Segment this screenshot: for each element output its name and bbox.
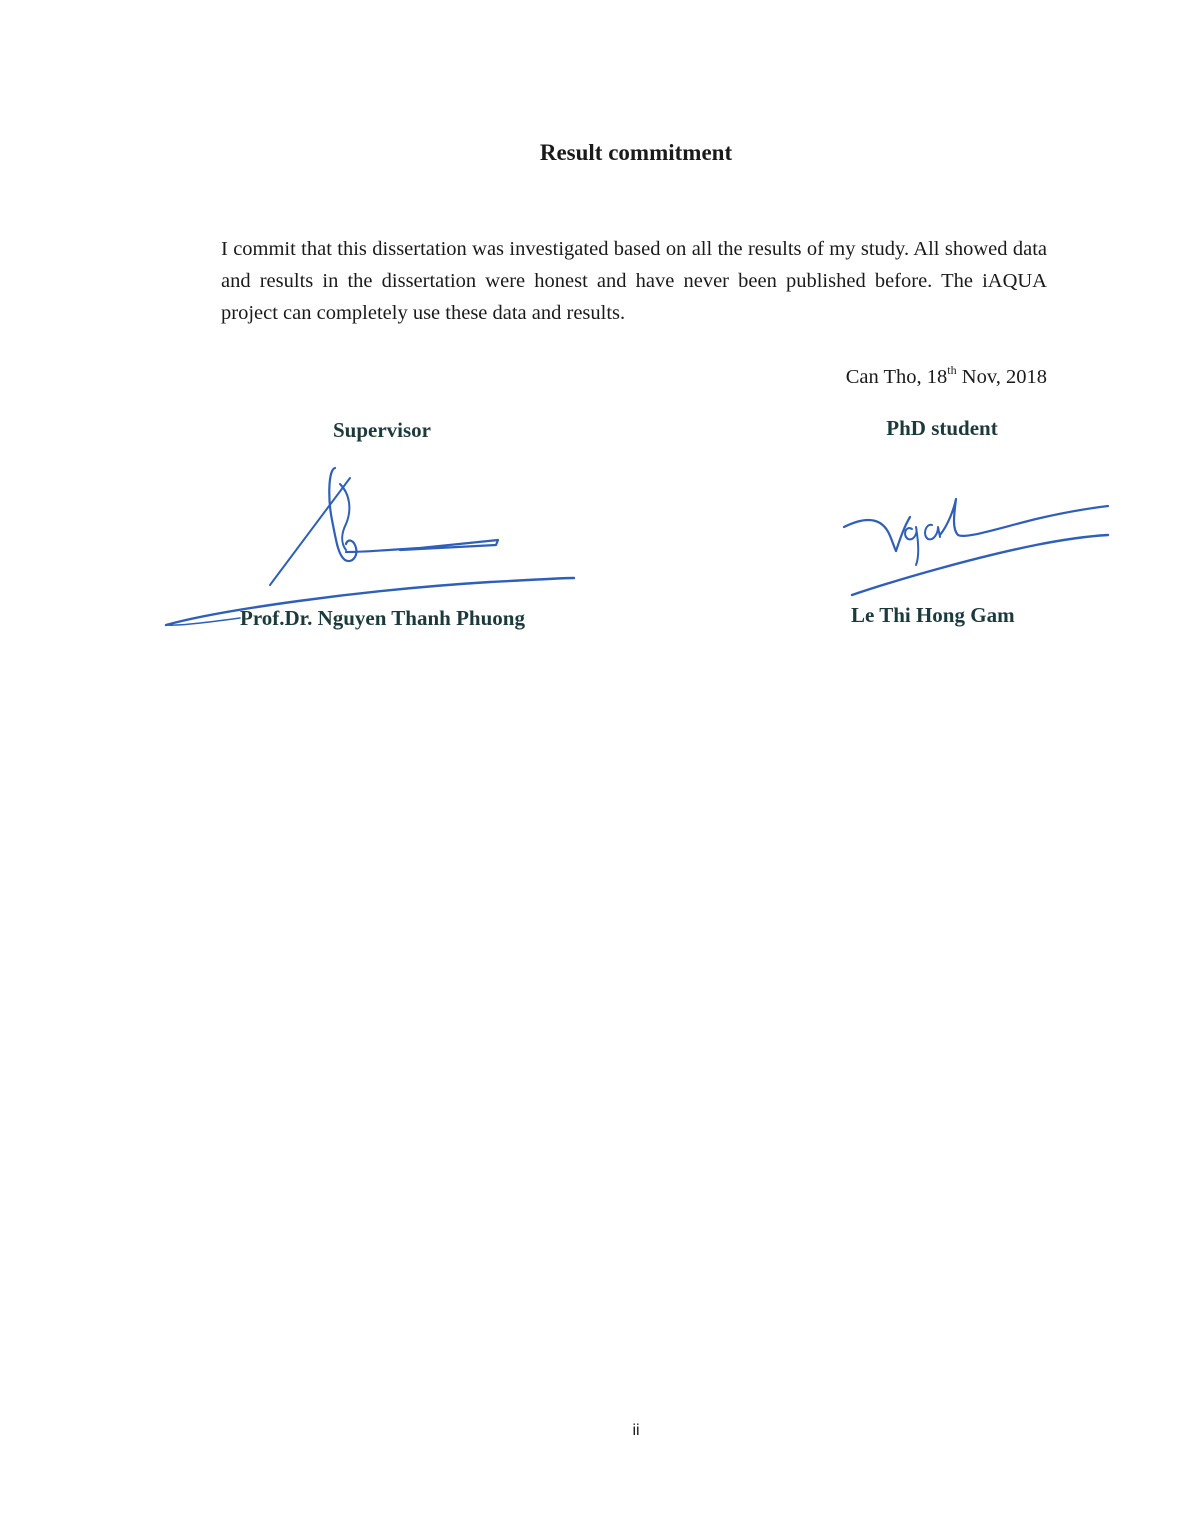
date-prefix: Can Tho, 18: [845, 366, 948, 388]
date-ordinal-suffix: th: [947, 363, 957, 377]
date-rest: Nov, 2018: [956, 366, 1047, 388]
student-signature: [836, 495, 1116, 605]
supervisor-role-label: Supervisor: [332, 418, 431, 442]
page-title: Result commitment: [539, 140, 733, 165]
student-role-label: PhD student: [886, 416, 998, 440]
supervisor-name: Prof.Dr. Nguyen Thanh Phuong: [240, 606, 525, 630]
commitment-paragraph: I commit that this dissertation was investigated based on all the results of my study. All showed data and results in the dissertation were honest and have never been published before. The iAQUA project can completely use these data and results.: [221, 238, 1047, 324]
student-name: Le Thi Hong Gam: [851, 603, 1015, 627]
page-number: ii: [632, 1422, 640, 1439]
date-line: [845, 363, 1047, 389]
